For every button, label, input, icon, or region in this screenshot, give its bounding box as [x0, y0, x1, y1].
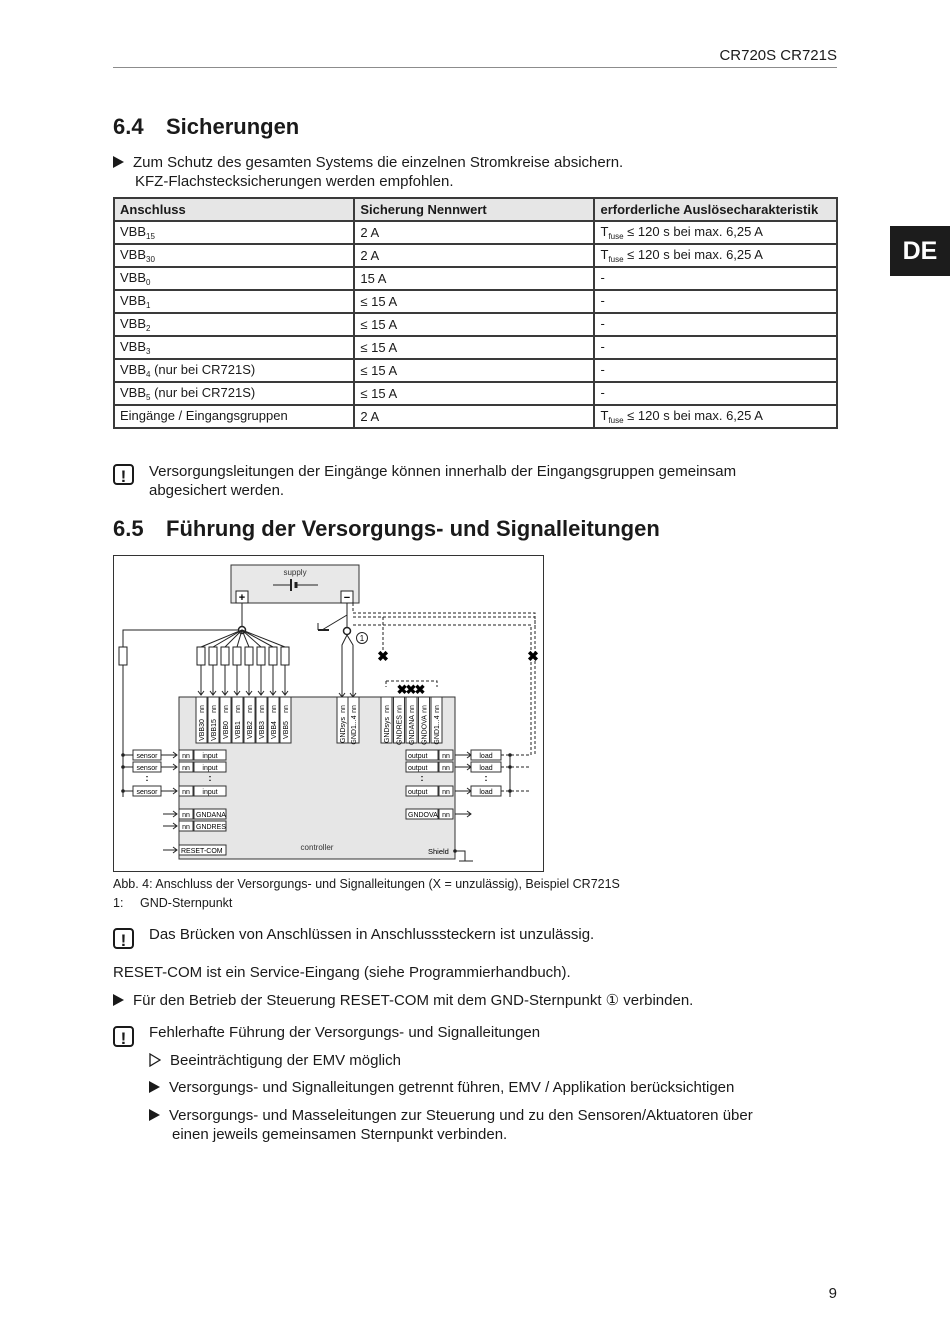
output-label: output [408, 753, 428, 760]
fuse-table [113, 197, 838, 429]
cell-fuse: ≤ 15 A [354, 382, 594, 405]
vbb-label: VBB2 [247, 721, 254, 739]
vbb-label: VBB0 [223, 721, 230, 739]
controller-label: controller [300, 843, 334, 852]
input-label: input [202, 765, 218, 772]
fuse-symbol [221, 647, 229, 665]
play-triangle-icon [113, 156, 124, 168]
cell-fuse: ≤ 15 A [354, 336, 594, 359]
note-fuse-groups [149, 462, 736, 500]
gnd-label: GNDANA [409, 715, 416, 745]
cell-fuse: 15 A [354, 267, 594, 290]
note-line: abgesichert werden. [149, 482, 285, 499]
vbb-label: VBB15 [211, 719, 218, 741]
pin-nn: nn [384, 705, 391, 713]
load-label: load [479, 753, 493, 760]
pin-nn: nn [283, 705, 290, 713]
figure-legend [113, 896, 232, 910]
output-label: output [408, 765, 428, 772]
legend-text: GND-Sternpunkt [140, 896, 233, 910]
fuse-symbol [245, 647, 253, 665]
cell-fuse: 2 A [354, 221, 594, 244]
ellipsis-dots: : [145, 773, 149, 783]
pin-nn: nn [442, 789, 450, 796]
vbb-label: VBB3 [259, 721, 266, 739]
cell-characteristic: - [594, 336, 837, 359]
play-triangle-icon [113, 994, 124, 1006]
section-title: Sicherungen [166, 114, 300, 139]
pin-nn: nn [182, 812, 190, 819]
table-row [114, 405, 837, 428]
column-header: erforderliche Auslösecharakteristik [594, 198, 837, 221]
table-header-row [114, 198, 837, 221]
table-row [114, 336, 837, 359]
table-row [114, 221, 837, 244]
pin-nn: nn [182, 753, 190, 760]
exclamation-icon: ! [113, 928, 134, 949]
result-text: Beeinträchtigung der EMV möglich [170, 1052, 401, 1069]
pin-nn: nn [182, 765, 190, 772]
gnd-label: GNDsys [340, 716, 347, 744]
section-heading-6-4 [113, 114, 299, 140]
cell-characteristic: - [594, 313, 837, 336]
cell-characteristic: $T_{fuse} \le 120$ s bei max. 6,25 A [594, 244, 837, 267]
fuse-symbol [197, 647, 205, 665]
vbb-pin-group [196, 697, 291, 743]
gnd-star-point [344, 628, 351, 635]
section-number: 6.5 [113, 516, 144, 541]
sensor-label: sensor [136, 765, 158, 772]
instruction [113, 153, 623, 191]
table-row [114, 313, 837, 336]
table-row [114, 359, 837, 382]
cell-fuse: 2 A [354, 244, 594, 267]
load-label: load [479, 765, 493, 772]
cell-connection: $VBB_1$ [114, 290, 354, 313]
cell-connection: $VBB_4$ (nur bei CR721S) [114, 359, 354, 382]
shield-label: Shield [428, 847, 449, 856]
vbb-label: VBB4 [271, 721, 278, 739]
fuse-symbol [233, 647, 241, 665]
fuse-symbol [257, 647, 265, 665]
fuse-table-wrap [113, 197, 838, 429]
exclamation-icon: ! [113, 1026, 134, 1047]
table-row [114, 267, 837, 290]
pin-nn: nn [271, 705, 278, 713]
fuse-symbol [209, 647, 217, 665]
sensor-label: sensor [136, 789, 158, 796]
figure-caption: Abb. 4: Anschluss der Versorgungs- und Signalleitungen (X = unzulässig), Beispiel CR721S [113, 877, 620, 891]
gnd-label: GNDsys [384, 716, 391, 744]
pin-nn: nn [442, 812, 450, 819]
pin-nn: nn [235, 705, 242, 713]
section-number: 6.4 [113, 114, 144, 139]
pin-nn: nn [396, 705, 404, 713]
cell-connection: $VBB_3$ [114, 336, 354, 359]
gnd-ova-label: GNDOVA [408, 812, 438, 819]
cell-characteristic: - [594, 359, 837, 382]
forbidden-x-icon: ✖ [377, 648, 389, 664]
forbidden-x-icon: ✖✖✖ [396, 682, 424, 697]
pin-nn: nn [421, 705, 429, 713]
gnd-label: GND1...4 [434, 715, 441, 745]
cell-characteristic: - [594, 290, 837, 313]
section-title: Führung der Versorgungs- und Signalleitungen [166, 516, 660, 541]
page-number: 9 [828, 1285, 837, 1302]
language-tab: DE [890, 226, 950, 276]
fuse-symbol [281, 647, 289, 665]
pin-nn: nn [434, 705, 441, 713]
step-item [149, 1078, 734, 1097]
table-row [114, 290, 837, 313]
pin-nn: nn [199, 705, 206, 713]
gnd-pin-group [337, 693, 359, 745]
cell-fuse: 2 A [354, 405, 594, 428]
result-item [149, 1051, 401, 1070]
play-triangle-icon [149, 1109, 160, 1121]
pin-nn: nn [182, 789, 190, 796]
cell-characteristic: $T_{fuse} \le 120$ s bei max. 6,25 A [594, 221, 837, 244]
warning-icon [113, 928, 134, 951]
step-text: Versorgungs- und Signalleitungen getrennt führen, EMV / Applikation berücksichtigen [169, 1079, 735, 1096]
instruction-line: Zum Schutz des gesamten Systems die einzelnen Stromkreise absichern. [133, 154, 624, 171]
pin-nn: nn [351, 705, 358, 713]
cell-connection: $VBB_0$ [114, 267, 354, 290]
sensor-label: sensor [136, 753, 158, 760]
step-item [149, 1106, 753, 1144]
ellipsis-dots: : [420, 773, 424, 783]
note-line: Versorgungsleitungen der Eingänge können innerhalb der Eingangsgruppen gemeinsam [149, 463, 737, 480]
pin-nn: nn [409, 705, 416, 713]
header-title: CR720S CR721S [719, 47, 837, 64]
gnd-label: GNDOVA [421, 715, 429, 745]
pin-nn: nn [223, 705, 230, 713]
pin-nn: nn [247, 705, 254, 713]
cell-characteristic: - [594, 267, 837, 290]
forbidden-x-icon: ✖ [527, 648, 539, 664]
gnd-right-pin-group [381, 697, 442, 745]
table-row [114, 244, 837, 267]
fuse-symbol [269, 647, 277, 665]
column-header: Anschluss [114, 198, 354, 221]
warning-title: Fehlerhafte Führung der Versorgungs- und Signalleitungen [149, 1024, 541, 1041]
note-bridging: Das Brücken von Anschlüssen in Anschlusssteckern ist unzulässig. [149, 926, 595, 943]
column-header: Sicherung Nennwert [354, 198, 594, 221]
cell-fuse: ≤ 15 A [354, 290, 594, 313]
vbb-label: VBB1 [235, 721, 242, 739]
vbb-label: VBB30 [199, 719, 206, 741]
gnd-label: GNDRES [396, 715, 404, 745]
legend-number: 1: [113, 896, 124, 910]
input-label: input [202, 789, 218, 796]
gnd-label: GND1...4 [351, 715, 358, 745]
ellipsis-dots: : [484, 773, 488, 783]
exclamation-icon: ! [113, 464, 134, 485]
cell-fuse: ≤ 15 A [354, 359, 594, 382]
pin-nn: nn [259, 705, 266, 713]
table-row [114, 382, 837, 405]
warning-icon [113, 1026, 134, 1049]
minus-sign: − [343, 592, 351, 604]
pin-nn: nn [182, 824, 190, 831]
play-triangle-icon [149, 1081, 160, 1093]
reset-com-label: RESET-COM [181, 848, 223, 855]
vbb-label: VBB5 [283, 721, 290, 739]
instruction-line: KFZ-Flachstecksicherungen werden empfohlen. [135, 173, 454, 190]
fuse-symbol [119, 647, 127, 665]
supply-label: supply [283, 568, 307, 577]
step-text: einen jeweils gemeinsamen Sternpunkt verbinden. [172, 1126, 508, 1143]
header-rule [113, 67, 837, 68]
cell-connection: $VBB_{15}$ [114, 221, 354, 244]
cell-characteristic: - [594, 382, 837, 405]
step-text: Versorgungs- und Masseleitungen zur Steuerung und zu den Sensoren/Aktuatoren über [169, 1107, 753, 1124]
wiring-diagram [113, 555, 545, 873]
plus-sign: + [238, 592, 246, 604]
warning-icon [113, 464, 134, 487]
marker-1-label: 1 [359, 634, 365, 643]
output-label: output [408, 789, 428, 796]
pin-nn: nn [340, 705, 347, 713]
reset-description: RESET-COM ist ein Service-Eingang (siehe Programmierhandbuch). [113, 964, 571, 981]
outline-triangle-icon [149, 1053, 161, 1067]
cell-connection: $VBB_5$ (nur bei CR721S) [114, 382, 354, 405]
instruction-line: Für den Betrieb der Steuerung RESET-COM mit dem GND-Sternpunkt ① verbinden. [133, 992, 694, 1009]
pin-nn: nn [442, 753, 450, 760]
cell-characteristic: $T_{fuse} \le 120$ s bei max. 6,25 A [594, 405, 837, 428]
input-label: input [202, 753, 218, 760]
section-heading-6-5 [113, 516, 660, 542]
pin-nn: nn [442, 765, 450, 772]
cell-fuse: ≤ 15 A [354, 313, 594, 336]
load-label: load [479, 789, 493, 796]
ellipsis-dots: : [208, 773, 212, 783]
cell-connection: $VBB_{30}$ [114, 244, 354, 267]
gnd-res-label: GNDRES [196, 824, 226, 831]
gnd-ana-label: GNDANA [196, 812, 226, 819]
cell-connection: $VBB_2$ [114, 313, 354, 336]
pin-nn: nn [211, 705, 218, 713]
instruction-reset [113, 991, 693, 1010]
cell-connection: Eingänge / Eingangsgruppen [114, 405, 354, 428]
